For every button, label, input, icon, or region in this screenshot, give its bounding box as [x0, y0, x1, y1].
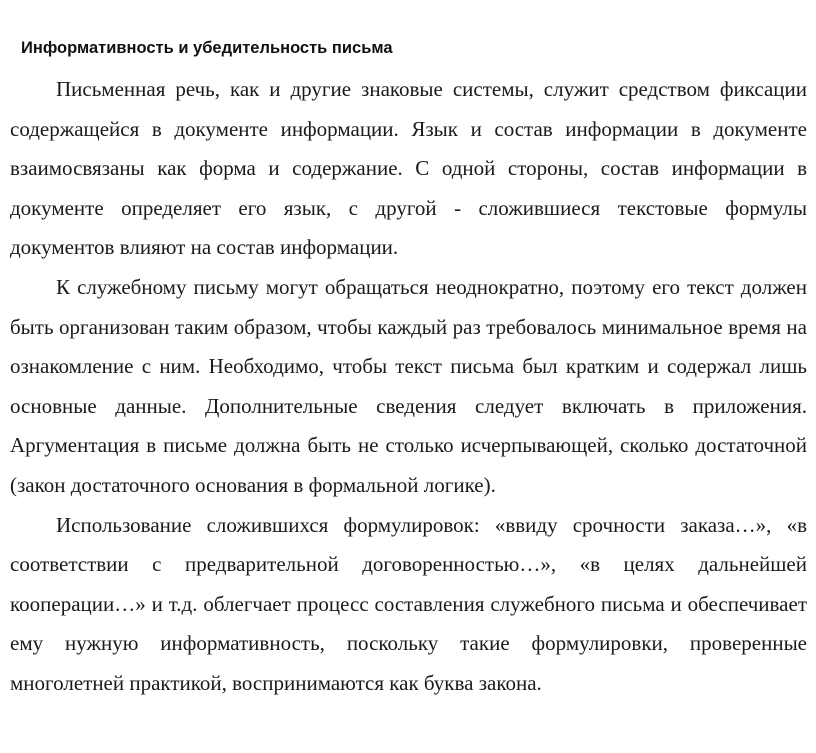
paragraph-1: Письменная речь, как и другие знаковые системы, служит средством фиксации содержащейся в документе информации. Язык и состав информации в документе взаимосвязаны как форма и содержание. С одной стороны, состав информации в документе определяет его язык, с другой - сложившиеся текстовые формулы документов влияют на состав информации. — [10, 77, 807, 260]
document-title: Информативность и убедительность письма — [21, 39, 393, 57]
paragraph-2: К служебному письму могут обращаться неоднократно, поэтому его текст должен быть организован таким образом, чтобы каждый раз требовалось минимальное время на ознакомление с ним. Необходимо, чтобы текст письма был кратким и содержал лишь основные данные. Дополнительные сведения следует включать в приложения. Аргументация в письме должна быть не столько исчерпывающей, сколько достаточной (закон достаточного основания в формальной логике). — [10, 274, 807, 497]
paragraph-3: Использование сложившихся формулировок: «ввиду срочности заказа…», «в соответствии с предварительной договоренностью…», «в целях дальнейшей кооперации…» и т.д. облегчает процесс составления служебного письма и обеспечивает ему нужную информативность, поскольку такие формулировки, проверенные многолетней практикой, воспринимаются как буква закона. — [10, 512, 807, 695]
document-body — [10, 70, 807, 704]
